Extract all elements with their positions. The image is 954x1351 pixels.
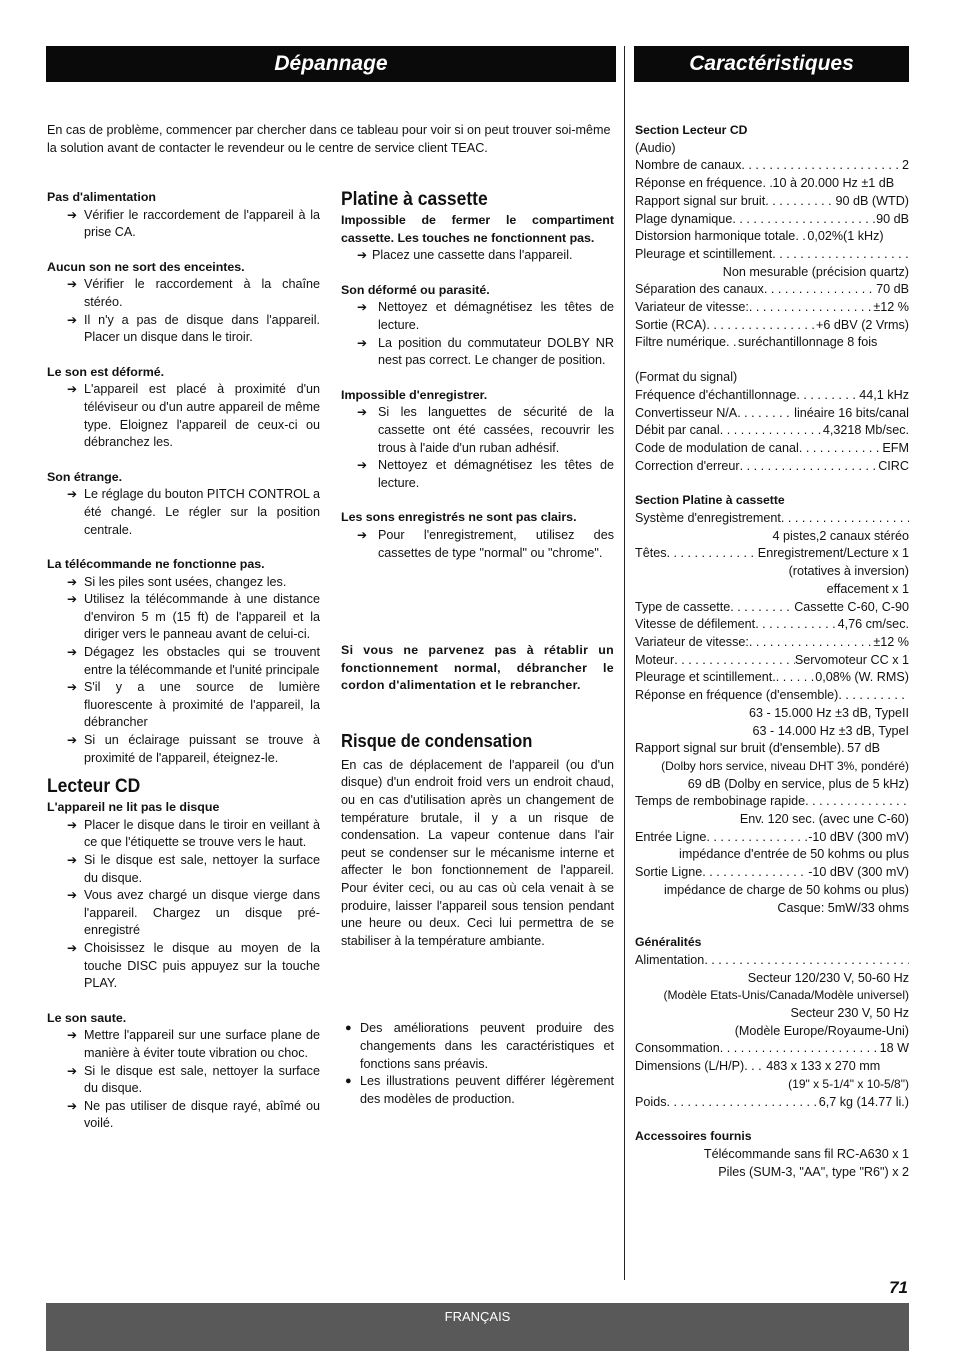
solution-item: ➔ Vous avez chargé un disque vierge dans l'appareil. Chargez un disque pré-enregistré [67,888,320,938]
spec-row: Pleurage et scintillement. . . . 0,08% (W. RMS) [635,669,909,687]
arrow-right-icon: ➔ [67,733,78,748]
section-header-depannage: Dépannage [46,46,616,82]
spec-row: Filtre numérique . . . suréchantillonnage 8 fois [635,334,909,352]
spec-row: Poids . . . 6,7 kg (14.77 li.) [635,1094,909,1112]
problem-label: Son étrange. [47,469,123,484]
spec-row: Moteur . . . Servomoteur CC x 1 [635,652,909,670]
solution-item: ➔ Nettoyez et démagnétisez les têtes de lecture. [357,458,614,490]
solution-item: ➔ Nettoyez et démagnétisez les têtes de lecture. [357,300,614,332]
condensation-heading: Risque de condensation [341,730,533,751]
problem-label: Aucun son ne sort des enceintes. [47,259,245,274]
spec-row: Pleurage et scintillement . . . [635,246,909,264]
arrow-right-icon: ➔ [357,458,368,473]
solution-item: ➔ S'il y a une source de lumière fluorescente à proximité de l'appareil, la débrancher [67,680,320,730]
spec-row: Réponse en fréquence . . . 10 à 20.000 Hz ±1 dB [635,175,909,193]
solution-item: ➔ Placez une cassette dans l'appareil. [341,247,614,265]
solution-item: ➔ Mettre l'appareil sur une surface plane de manière à éviter toute vibration ou choc. [67,1028,320,1060]
section-header-caracteristiques: Caractéristiques [634,46,909,82]
solution-item: ➔ L'appareil est placé à proximité d'un téléviseur ou d'un autre appareil de même type. Eloignez l'appareil de ceux-ci ou débranchez les. [67,382,320,450]
note-item: ● Les illustrations peuvent différer légèrement des modèles de production. [345,1074,614,1106]
spec-row: Plage dynamique . . . 90 dB [635,211,909,229]
arrow-right-icon: ➔ [67,207,78,222]
spec-subtitle: (Format du signal) [635,370,738,385]
spec-section-title: Accessoires fournis [635,1129,752,1144]
spec-row: Vitesse de défilement . . . 4,76 cm/sec. [635,616,909,634]
spec-value: impédance d'entrée de 50 kohms ou plus [679,847,909,862]
spec-row: Rapport signal sur bruit (d'ensemble) . . . 57 dB [635,740,909,758]
spec-value: Casque: 5mW/33 ohms [777,900,909,915]
arrow-right-icon: ➔ [67,1028,78,1043]
spec-row: Dimensions (L/H/P) . . . 483 x 133 x 270 mm [635,1058,909,1076]
spec-row: Correction d'erreur . . . CIRC [635,458,909,476]
spec-section-title: Généralités [635,935,702,950]
arrow-right-icon: ➔ [67,680,78,695]
arrow-right-icon: ➔ [67,382,78,397]
spec-row: Entrée Ligne . . . -10 dBV (300 mV) [635,829,909,847]
problem-label: Les sons enregistrés ne sont pas clairs. [341,510,577,525]
spec-row: Alimentation . . . [635,952,909,970]
spec-row: Code de modulation de canal . . . EFM [635,440,909,458]
spec-value: Télécommande sans fil RC-A630 x 1 [703,1146,909,1161]
problem-label: Impossible d'enregistrer. [341,387,488,402]
solution-item: ➔ Si les languettes de sécurité de la cassette ont été cassées, recouvrir les trous à l'aide d'un ruban adhésif. [357,405,614,455]
spec-value: impédance de charge de 50 kohms ou plus) [663,882,909,897]
spec-row: Type de cassette . . . Cassette C-60, C-90 [635,599,909,617]
solution-item: ➔ Si un éclairage puissant se trouve à proximité de l'appareil, éteignez-le. [67,733,320,765]
arrow-right-icon: ➔ [357,405,368,420]
spec-value: (19" x 5-1/4" x 10-5/8") [788,1076,909,1091]
problem-label: Son déformé ou parasité. [341,282,490,297]
spec-row: Débit par canal . . . 4,3218 Mb/sec. [635,422,909,440]
arrow-right-icon: ➔ [67,817,78,832]
spec-row: Distorsion harmonique totale . . . 0,02%(1 kHz) [635,228,909,246]
spec-row: Variateur de vitesse: . . . ±12 % [635,634,909,652]
spec-row: Temps de rembobinage rapide . . . [635,793,909,811]
spec-value: (Dolby hors service, niveau DHT 3%, pondéré) [661,758,909,773]
spec-value: Env. 120 sec. (avec une C-60) [739,812,909,827]
troubleshooting-general-column [47,189,320,1133]
solution-item: ➔ Dégagez les obstacles qui se trouvent entre la télécommande et l'unité principale [67,645,320,677]
condensation-text: En cas de déplacement de l'appareil (ou d'un disque) d'un endroit froid vers un endroit chaud, ou en cas d'utilisation après un changement de température brutale, il y a un risque de condensation. La vapeur contenue dans l'air peut se condenser sur le mécanisme interne et affecter le bon fonctionnement de l'appareil. Pour éviter ceci, ou au cas où cela venait à se produire, laisser l'appareil sous tension pendant une heure ou deux. Ceci lui permettra de se stabiliser à la température ambiante. [341,757,614,948]
arrow-right-icon: ➔ [67,312,78,327]
solution-item: ➔ Pour l'enregistrement, utilisez des cassettes de type "normal" ou "chrome". [357,527,614,560]
solution-item: ➔ Si le disque est sale, nettoyer la surface du disque. [67,1063,320,1096]
spec-value: effacement x 1 [826,581,909,596]
arrow-right-icon: ➔ [67,1063,78,1078]
problem-label: Pas d'alimentation [47,190,156,204]
spec-row: Nombre de canaux . . . 2 [635,157,909,175]
spec-row: Consommation . . . 18 W [635,1040,909,1058]
spec-section-title: Section Platine à cassette [635,493,785,508]
page-number: 71 [889,1278,908,1297]
spec-value: Secteur 120/230 V, 50-60 Hz [747,970,909,985]
problem-label: L'appareil ne lit pas le disque [47,800,220,815]
arrow-right-icon: ➔ [67,574,78,589]
problem-label: Impossible de fermer le compartiment cassette. Les touches ne fonctionnent pas. [341,213,614,245]
cassette-heading: Platine à cassette [341,189,488,210]
note-item: ● Des améliorations peuvent produire des changements dans les caractéristiques et fonctions sans préavis. [345,1021,614,1071]
arrow-right-icon: ➔ [67,1098,78,1113]
solution-item: ➔ Utilisez la télécommande à une distance d'environ 5 m (15 ft) de l'appareil et la diriger vers le panneau avant de celui-ci. [67,592,320,642]
spec-value: 63 - 14.000 Hz ±3 dB, TypeI [752,723,909,738]
spec-row: Têtes . . . Enregistrement/Lecture x 1 [635,545,909,563]
spec-row: Système d'enregistrement . . . [635,510,909,528]
solution-item: ➔ Vérifier le raccordement à la chaîne stéréo. [67,277,320,309]
column-divider [624,46,625,1280]
cd-heading: Lecteur CD [47,776,141,798]
arrow-right-icon: ➔ [67,277,78,292]
spec-row: Sortie (RCA) . . . +6 dBV (2 Vrms) [635,317,909,335]
spec-value: 4 pistes,2 canaux stéréo [772,528,909,543]
arrow-right-icon: ➔ [67,853,78,867]
solution-item: ➔ La position du commutateur DOLBY NR nest pas correct. Le changer de position. [357,335,614,368]
troubleshooting-cassette-column [341,188,614,1108]
problem-label: Le son est déformé. [47,364,165,379]
spec-row: Convertisseur N/A . . . linéaire 16 bits/canal [635,405,909,423]
spec-value: (Modèle Europe/Royaume-Uni) [734,1023,909,1038]
spec-row: Séparation des canaux . . . 70 dB [635,281,909,299]
problem-label: Le son saute. [47,1010,127,1025]
spec-section-title: Section Lecteur CD [635,123,748,137]
problem-label: La télécommande ne fonctionne pas. [47,557,265,572]
solution-item: ➔ Le réglage du bouton PITCH CONTROL a été changé. Le régler sur la position centrale. [67,487,320,537]
specifications-column [635,122,909,1181]
spec-value: Secteur 230 V, 50 Hz [790,1006,909,1021]
arrow-right-icon: ➔ [357,300,368,315]
arrow-right-icon: ➔ [357,248,368,263]
arrow-right-icon: ➔ [67,645,78,660]
reset-note: Si vous ne parvenez pas à rétablir un fonctionnement normal, débrancher le cordon d'alimentation et le rebrancher. [341,643,614,693]
spec-value: 69 dB (Dolby en service, plus de 5 kHz) [687,776,909,791]
footer-language-label: FRANÇAIS [444,1309,511,1324]
spec-row: Sortie Ligne . . . -10 dBV (300 mV) [635,864,909,882]
footer-language-bar [46,1303,909,1351]
spec-value: 63 - 15.000 Hz ±3 dB, TypeII [749,705,909,720]
spec-value: Non mesurable (précision quartz) [722,264,909,279]
arrow-right-icon: ➔ [67,888,78,903]
solution-item: ➔ Choisissez le disque au moyen de la touche DISC puis appuyez sur la touche PLAY. [67,940,320,991]
spec-value: (Modèle Etats-Unis/Canada/Modèle universel) [663,988,909,1003]
bullet-icon: ● [345,1075,352,1088]
solution-item: ➔ Si les piles sont usées, changez les. [47,574,320,592]
spec-row: Rapport signal sur bruit . . . 90 dB (WTD) [635,193,909,211]
solution-item: ➔ Vérifier le raccordement de l'appareil à la prise CA. [67,207,320,240]
spec-value: Piles (SUM-3, "AA", type "R6") x 2 [718,1164,909,1179]
bullet-icon: ● [345,1022,352,1035]
solution-item: ➔ Si le disque est sale, nettoyer la surface du disque. [67,853,320,885]
arrow-right-icon: ➔ [357,335,368,350]
arrow-right-icon: ➔ [67,940,78,955]
arrow-right-icon: ➔ [357,527,368,542]
spec-value: (rotatives à inversion) [788,564,909,579]
intro-paragraph: En cas de problème, commencer par chercher dans ce tableau pour voir si on peut trouver soi-même la solution avant de contacter le revendeur ou le centre de service client TEAC. [47,123,611,155]
arrow-right-icon: ➔ [67,487,78,502]
solution-item: ➔ Placer le disque dans le tiroir en veillant à ce que l'étiquette se trouve vers le haut. [67,817,320,850]
spec-row: Fréquence d'échantillonnage . . . 44,1 kHz [635,387,909,405]
spec-row: Réponse en fréquence (d'ensemble) . . . [635,687,909,705]
solution-item: ➔ Ne pas utiliser de disque rayé, abîmé ou voilé. [67,1098,320,1131]
spec-subtitle: (Audio) [635,140,676,155]
solution-item: ➔ Il n'y a pas de disque dans l'appareil. Placer un disque dans le tiroir. [67,312,320,345]
spec-row: Variateur de vitesse: . . . ±12 % [635,299,909,317]
arrow-right-icon: ➔ [67,592,78,607]
